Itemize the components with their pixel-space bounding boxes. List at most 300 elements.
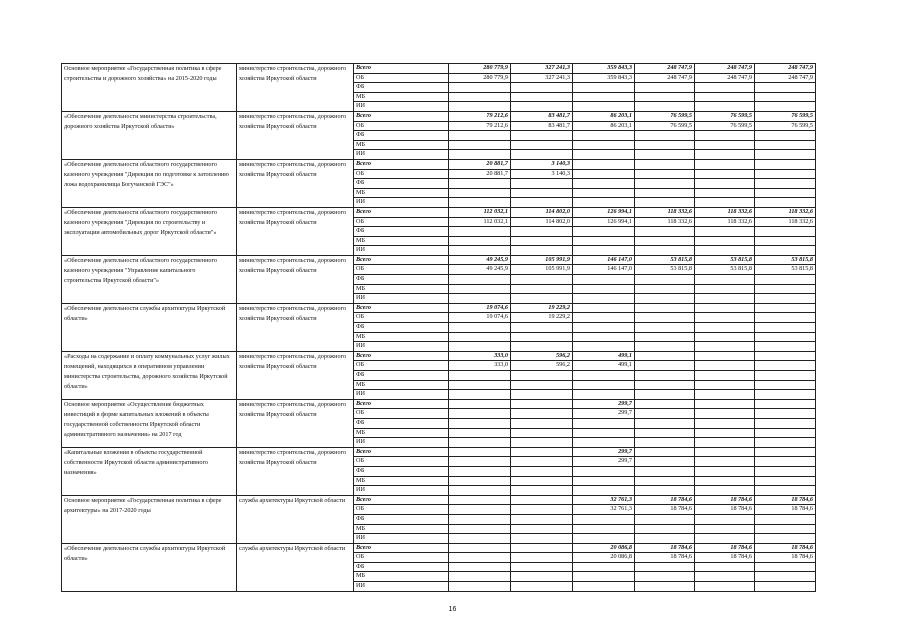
table-row — [62, 64, 816, 74]
amount-cell: 105 991,9 — [511, 255, 573, 265]
funding-source-cell: МБ — [354, 572, 449, 582]
amount-cell — [755, 313, 816, 323]
amount-cell: 333,0 — [449, 361, 511, 371]
amount-cell — [573, 534, 635, 544]
amount-cell — [755, 150, 816, 160]
amount-cell — [449, 428, 511, 438]
amount-cell — [573, 524, 635, 534]
amount-cell — [635, 380, 695, 390]
amount-cell: 32 761,3 — [573, 505, 635, 515]
amount-cell — [635, 227, 695, 237]
amount-cell — [635, 198, 695, 208]
funding-source-cell: ФБ — [354, 562, 449, 572]
amount-cell — [755, 284, 816, 294]
amount-cell — [755, 303, 816, 313]
amount-cell — [573, 582, 635, 592]
amount-cell — [449, 438, 511, 448]
amount-cell — [573, 102, 635, 112]
funding-source-cell: Всего — [354, 64, 449, 74]
amount-cell — [573, 323, 635, 333]
amount-cell — [511, 140, 573, 150]
amount-cell — [755, 371, 816, 381]
amount-cell — [449, 553, 511, 563]
amount-cell — [511, 236, 573, 246]
amount-cell — [511, 102, 573, 112]
amount-cell: 499,1 — [573, 361, 635, 371]
amount-cell — [755, 486, 816, 496]
amount-cell — [695, 150, 755, 160]
funding-source-cell: МБ — [354, 284, 449, 294]
amount-cell — [573, 284, 635, 294]
funding-source-cell: Всего — [354, 255, 449, 265]
amount-cell: 118 332,6 — [695, 217, 755, 227]
amount-cell — [755, 140, 816, 150]
amount-cell — [573, 466, 635, 476]
amount-cell — [511, 524, 573, 534]
amount-cell — [635, 371, 695, 381]
amount-cell: 20 086,8 — [573, 543, 635, 553]
amount-cell — [695, 332, 755, 342]
amount-cell — [573, 92, 635, 102]
funding-source-cell: МБ — [354, 524, 449, 534]
amount-cell: 248 747,9 — [635, 64, 695, 74]
amount-cell: 79 212,6 — [449, 111, 511, 121]
amount-cell — [695, 159, 755, 169]
amount-cell — [511, 323, 573, 333]
amount-cell: 146 147,0 — [573, 255, 635, 265]
amount-cell: 299,7 — [573, 457, 635, 467]
amount-cell — [449, 495, 511, 505]
amount-cell: 20 086,8 — [573, 553, 635, 563]
amount-cell — [695, 351, 755, 361]
amount-cell: 53 815,8 — [755, 265, 816, 275]
amount-cell: 118 332,6 — [635, 207, 695, 217]
amount-cell — [695, 524, 755, 534]
table-row — [62, 495, 816, 505]
amount-cell — [511, 514, 573, 524]
amount-cell — [755, 582, 816, 592]
funding-source-cell: ФБ — [354, 131, 449, 141]
amount-cell — [635, 438, 695, 448]
amount-cell — [573, 428, 635, 438]
amount-cell: 18 784,6 — [755, 543, 816, 553]
amount-cell — [695, 140, 755, 150]
amount-cell — [573, 131, 635, 141]
amount-cell — [511, 476, 573, 486]
amount-cell — [695, 390, 755, 400]
amount-cell — [695, 284, 755, 294]
amount-cell: 280 779,9 — [449, 64, 511, 74]
amount-cell — [695, 188, 755, 198]
amount-cell: 18 784,6 — [635, 543, 695, 553]
table-row — [62, 447, 816, 457]
funding-source-cell: ОБ — [354, 121, 449, 131]
funding-source-cell: ИИ — [354, 150, 449, 160]
activity-name-cell: «Расходы на содержание и оплату коммунальных услуг жилых помещений, находящихся в оперативном управлении министерства строительства, дорожного хозяйства Иркутской области» — [62, 351, 237, 399]
amount-cell: 53 815,8 — [635, 265, 695, 275]
funding-source-cell: Всего — [354, 447, 449, 457]
amount-cell — [695, 486, 755, 496]
amount-cell: 79 212,6 — [449, 121, 511, 131]
amount-cell — [511, 246, 573, 256]
responsible-executor-cell: министерство строительства, дорожного хозяйства Иркутской области — [237, 159, 354, 207]
funding-source-cell: ОБ — [354, 265, 449, 275]
amount-cell: 114 802,0 — [511, 207, 573, 217]
amount-cell: 20 881,7 — [449, 169, 511, 179]
amount-cell — [755, 534, 816, 544]
responsible-executor-cell: министерство строительства, дорожного хозяйства Иркутской области — [237, 303, 354, 351]
funding-source-cell: ИИ — [354, 246, 449, 256]
funding-source-cell: ФБ — [354, 466, 449, 476]
amount-cell: 18 784,6 — [635, 553, 695, 563]
table-row — [62, 351, 816, 361]
amount-cell — [573, 188, 635, 198]
activity-name-cell: «Капитальные вложения в объекты государственной собственности Иркутской области административного назначения» — [62, 447, 237, 495]
amount-cell — [695, 371, 755, 381]
activity-name-cell: «Обеспечение деятельности службы архитектуры Иркутской области» — [62, 543, 237, 591]
amount-cell — [449, 198, 511, 208]
amount-cell — [449, 380, 511, 390]
amount-cell — [755, 466, 816, 476]
amount-cell — [755, 351, 816, 361]
amount-cell: 248 747,9 — [695, 73, 755, 83]
amount-cell — [573, 418, 635, 428]
amount-cell — [755, 342, 816, 352]
amount-cell — [511, 342, 573, 352]
amount-cell — [449, 332, 511, 342]
funding-source-cell: ИИ — [354, 534, 449, 544]
amount-cell: 53 815,8 — [695, 255, 755, 265]
amount-cell: 18 784,6 — [755, 505, 816, 515]
amount-cell — [755, 418, 816, 428]
amount-cell — [635, 188, 695, 198]
amount-cell — [511, 505, 573, 515]
amount-cell: 18 784,6 — [695, 505, 755, 515]
funding-source-cell: ОБ — [354, 169, 449, 179]
amount-cell: 3 140,3 — [511, 159, 573, 169]
amount-cell — [635, 332, 695, 342]
amount-cell — [511, 227, 573, 237]
amount-cell: 18 784,6 — [695, 543, 755, 553]
amount-cell — [755, 399, 816, 409]
amount-cell: 18 784,6 — [695, 495, 755, 505]
amount-cell — [511, 428, 573, 438]
amount-cell — [755, 447, 816, 457]
amount-cell — [573, 380, 635, 390]
funding-source-cell: ФБ — [354, 179, 449, 189]
amount-cell — [635, 476, 695, 486]
amount-cell — [449, 399, 511, 409]
amount-cell: 18 784,6 — [755, 553, 816, 563]
amount-cell — [511, 438, 573, 448]
amount-cell: 359 843,3 — [573, 73, 635, 83]
funding-source-cell: МБ — [354, 92, 449, 102]
amount-cell: 18 784,6 — [755, 495, 816, 505]
amount-cell — [755, 572, 816, 582]
funding-source-cell: ИИ — [354, 438, 449, 448]
amount-cell — [511, 582, 573, 592]
amount-cell — [511, 150, 573, 160]
funding-source-cell: ФБ — [354, 83, 449, 93]
amount-cell — [695, 92, 755, 102]
amount-cell — [695, 457, 755, 467]
amount-cell — [635, 486, 695, 496]
funding-source-cell: ОБ — [354, 361, 449, 371]
responsible-executor-cell: министерство строительства, дорожного хозяйства Иркутской области — [237, 255, 354, 303]
amount-cell — [573, 159, 635, 169]
amount-cell: 86 203,1 — [573, 121, 635, 131]
amount-cell: 76 599,5 — [695, 121, 755, 131]
funding-source-cell: Всего — [354, 495, 449, 505]
amount-cell: 19 229,2 — [511, 313, 573, 323]
amount-cell — [635, 246, 695, 256]
responsible-executor-cell: служба архитектуры Иркутской области — [237, 495, 354, 543]
amount-cell — [695, 179, 755, 189]
amount-cell — [755, 332, 816, 342]
funding-source-cell: ИИ — [354, 342, 449, 352]
amount-cell — [449, 562, 511, 572]
amount-cell — [511, 284, 573, 294]
amount-cell — [573, 390, 635, 400]
amount-cell: 327 241,3 — [511, 73, 573, 83]
amount-cell — [695, 582, 755, 592]
amount-cell — [755, 227, 816, 237]
amount-cell — [695, 131, 755, 141]
amount-cell — [511, 332, 573, 342]
amount-cell — [695, 428, 755, 438]
amount-cell — [573, 342, 635, 352]
amount-cell — [755, 457, 816, 467]
activity-name-cell: Основное мероприятие «Государственная политика в сфере архитектуры» на 2017-2020 годы — [62, 495, 237, 543]
amount-cell — [511, 572, 573, 582]
amount-cell — [573, 332, 635, 342]
funding-source-cell: ФБ — [354, 275, 449, 285]
amount-cell — [573, 486, 635, 496]
amount-cell: 83 481,7 — [511, 111, 573, 121]
amount-cell — [695, 514, 755, 524]
amount-cell — [695, 83, 755, 93]
amount-cell — [755, 514, 816, 524]
amount-cell — [635, 457, 695, 467]
amount-cell — [573, 179, 635, 189]
amount-cell — [755, 236, 816, 246]
table-row — [62, 543, 816, 553]
amount-cell: 18 784,6 — [635, 505, 695, 515]
amount-cell — [695, 102, 755, 112]
amount-cell — [755, 188, 816, 198]
amount-cell — [695, 447, 755, 457]
amount-cell — [449, 131, 511, 141]
amount-cell: 53 815,8 — [635, 255, 695, 265]
amount-cell — [449, 524, 511, 534]
amount-cell: 86 203,1 — [573, 111, 635, 121]
activity-name-cell: «Обеспечение деятельности областного государственного казенного учреждения "Управление капитального строительства Иркутской области"» — [62, 255, 237, 303]
amount-cell — [755, 131, 816, 141]
amount-cell: 299,7 — [573, 409, 635, 419]
funding-source-cell: Всего — [354, 303, 449, 313]
amount-cell: 114 802,0 — [511, 217, 573, 227]
amount-cell — [635, 294, 695, 304]
funding-source-cell: Всего — [354, 207, 449, 217]
amount-cell: 76 599,5 — [635, 121, 695, 131]
amount-cell — [449, 505, 511, 515]
amount-cell — [573, 198, 635, 208]
amount-cell — [511, 371, 573, 381]
amount-cell — [573, 169, 635, 179]
funding-source-cell: ОБ — [354, 409, 449, 419]
activity-name-cell: Основное мероприятие «Государственная политика в сфере строительства и дорожного хозяйства» на 2015-2020 годы — [62, 64, 237, 112]
amount-cell — [511, 83, 573, 93]
amount-cell — [573, 150, 635, 160]
amount-cell — [635, 179, 695, 189]
amount-cell — [755, 198, 816, 208]
amount-cell — [511, 380, 573, 390]
amount-cell — [573, 313, 635, 323]
funding-source-cell: ОБ — [354, 313, 449, 323]
table-row — [62, 303, 816, 313]
funding-source-cell: ИИ — [354, 198, 449, 208]
responsible-executor-cell: министерство строительства, дорожного хозяйства Иркутской области — [237, 351, 354, 399]
funding-source-cell: ИИ — [354, 582, 449, 592]
activity-name-cell: Основное мероприятие «Осуществление бюджетных инвестиций в форме капитальных вложений в объекты государственной собственности Иркутской области административного назначения» на 2017 год — [62, 399, 237, 447]
amount-cell: 299,7 — [573, 399, 635, 409]
amount-cell — [635, 361, 695, 371]
amount-cell — [755, 524, 816, 534]
amount-cell: 359 843,3 — [573, 64, 635, 74]
amount-cell: 83 481,7 — [511, 121, 573, 131]
amount-cell — [573, 371, 635, 381]
funding-source-cell: МБ — [354, 332, 449, 342]
funding-source-cell: МБ — [354, 380, 449, 390]
funding-source-cell: ИИ — [354, 102, 449, 112]
amount-cell — [695, 246, 755, 256]
amount-cell — [573, 294, 635, 304]
funding-source-cell: Всего — [354, 159, 449, 169]
responsible-executor-cell: министерство строительства, дорожного хозяйства Иркутской области — [237, 207, 354, 255]
amount-cell — [449, 179, 511, 189]
amount-cell — [449, 323, 511, 333]
amount-cell — [635, 275, 695, 285]
amount-cell — [573, 514, 635, 524]
amount-cell — [449, 409, 511, 419]
amount-cell — [449, 534, 511, 544]
funding-source-cell: МБ — [354, 236, 449, 246]
responsible-executor-cell: министерство строительства, дорожного хозяйства Иркутской области — [237, 64, 354, 112]
amount-cell: 53 815,8 — [755, 255, 816, 265]
amount-cell — [755, 246, 816, 256]
amount-cell — [449, 294, 511, 304]
amount-cell — [635, 92, 695, 102]
amount-cell: 18 784,6 — [695, 553, 755, 563]
amount-cell — [511, 553, 573, 563]
amount-cell — [635, 140, 695, 150]
amount-cell — [635, 418, 695, 428]
funding-source-cell: Всего — [354, 399, 449, 409]
amount-cell — [695, 323, 755, 333]
amount-cell — [695, 399, 755, 409]
amount-cell: 105 991,9 — [511, 265, 573, 275]
amount-cell — [635, 236, 695, 246]
amount-cell — [755, 83, 816, 93]
amount-cell: 146 147,0 — [573, 265, 635, 275]
amount-cell: 112 032,1 — [449, 217, 511, 227]
amount-cell — [573, 303, 635, 313]
funding-source-cell: МБ — [354, 428, 449, 438]
funding-source-cell: ФБ — [354, 514, 449, 524]
amount-cell — [449, 92, 511, 102]
responsible-executor-cell: министерство строительства, дорожного хозяйства Иркутской области — [237, 111, 354, 159]
amount-cell: 76 599,5 — [755, 121, 816, 131]
funding-source-cell: ИИ — [354, 390, 449, 400]
amount-cell — [695, 227, 755, 237]
amount-cell — [635, 284, 695, 294]
amount-cell — [635, 409, 695, 419]
amount-cell — [511, 418, 573, 428]
amount-cell — [449, 476, 511, 486]
amount-cell: 118 332,6 — [755, 217, 816, 227]
amount-cell — [635, 351, 695, 361]
amount-cell — [573, 476, 635, 486]
amount-cell — [449, 514, 511, 524]
amount-cell — [449, 418, 511, 428]
responsible-executor-cell: министерство строительства, дорожного хозяйства Иркутской области — [237, 399, 354, 447]
amount-cell — [635, 131, 695, 141]
amount-cell — [511, 275, 573, 285]
amount-cell — [511, 409, 573, 419]
amount-cell — [635, 524, 695, 534]
amount-cell — [511, 534, 573, 544]
amount-cell — [635, 534, 695, 544]
amount-cell — [449, 227, 511, 237]
amount-cell — [695, 438, 755, 448]
amount-cell — [573, 236, 635, 246]
amount-cell: 20 881,7 — [449, 159, 511, 169]
activity-name-cell: «Обеспечение деятельности областного государственного казенного учреждения "Дирекция по строительству и эксплуатации автомобильных дорог Иркутской области"» — [62, 207, 237, 255]
amount-cell — [695, 236, 755, 246]
amount-cell — [635, 313, 695, 323]
amount-cell — [755, 102, 816, 112]
funding-source-cell: ИИ — [354, 294, 449, 304]
amount-cell: 333,0 — [449, 351, 511, 361]
amount-cell — [695, 418, 755, 428]
amount-cell — [511, 390, 573, 400]
amount-cell — [755, 323, 816, 333]
table-row — [62, 399, 816, 409]
amount-cell — [755, 275, 816, 285]
amount-cell — [635, 102, 695, 112]
amount-cell: 299,7 — [573, 447, 635, 457]
amount-cell — [695, 534, 755, 544]
amount-cell — [755, 169, 816, 179]
amount-cell — [635, 342, 695, 352]
amount-cell: 3 140,3 — [511, 169, 573, 179]
amount-cell — [635, 159, 695, 169]
funding-source-cell: ОБ — [354, 457, 449, 467]
funding-source-cell: Всего — [354, 351, 449, 361]
amount-cell — [573, 275, 635, 285]
funding-source-cell: МБ — [354, 188, 449, 198]
amount-cell — [755, 361, 816, 371]
amount-cell: 126 994,1 — [573, 217, 635, 227]
amount-cell — [635, 169, 695, 179]
amount-cell — [635, 390, 695, 400]
amount-cell: 248 747,9 — [635, 73, 695, 83]
amount-cell — [695, 380, 755, 390]
amount-cell — [449, 284, 511, 294]
amount-cell — [511, 562, 573, 572]
amount-cell — [449, 83, 511, 93]
amount-cell — [449, 140, 511, 150]
